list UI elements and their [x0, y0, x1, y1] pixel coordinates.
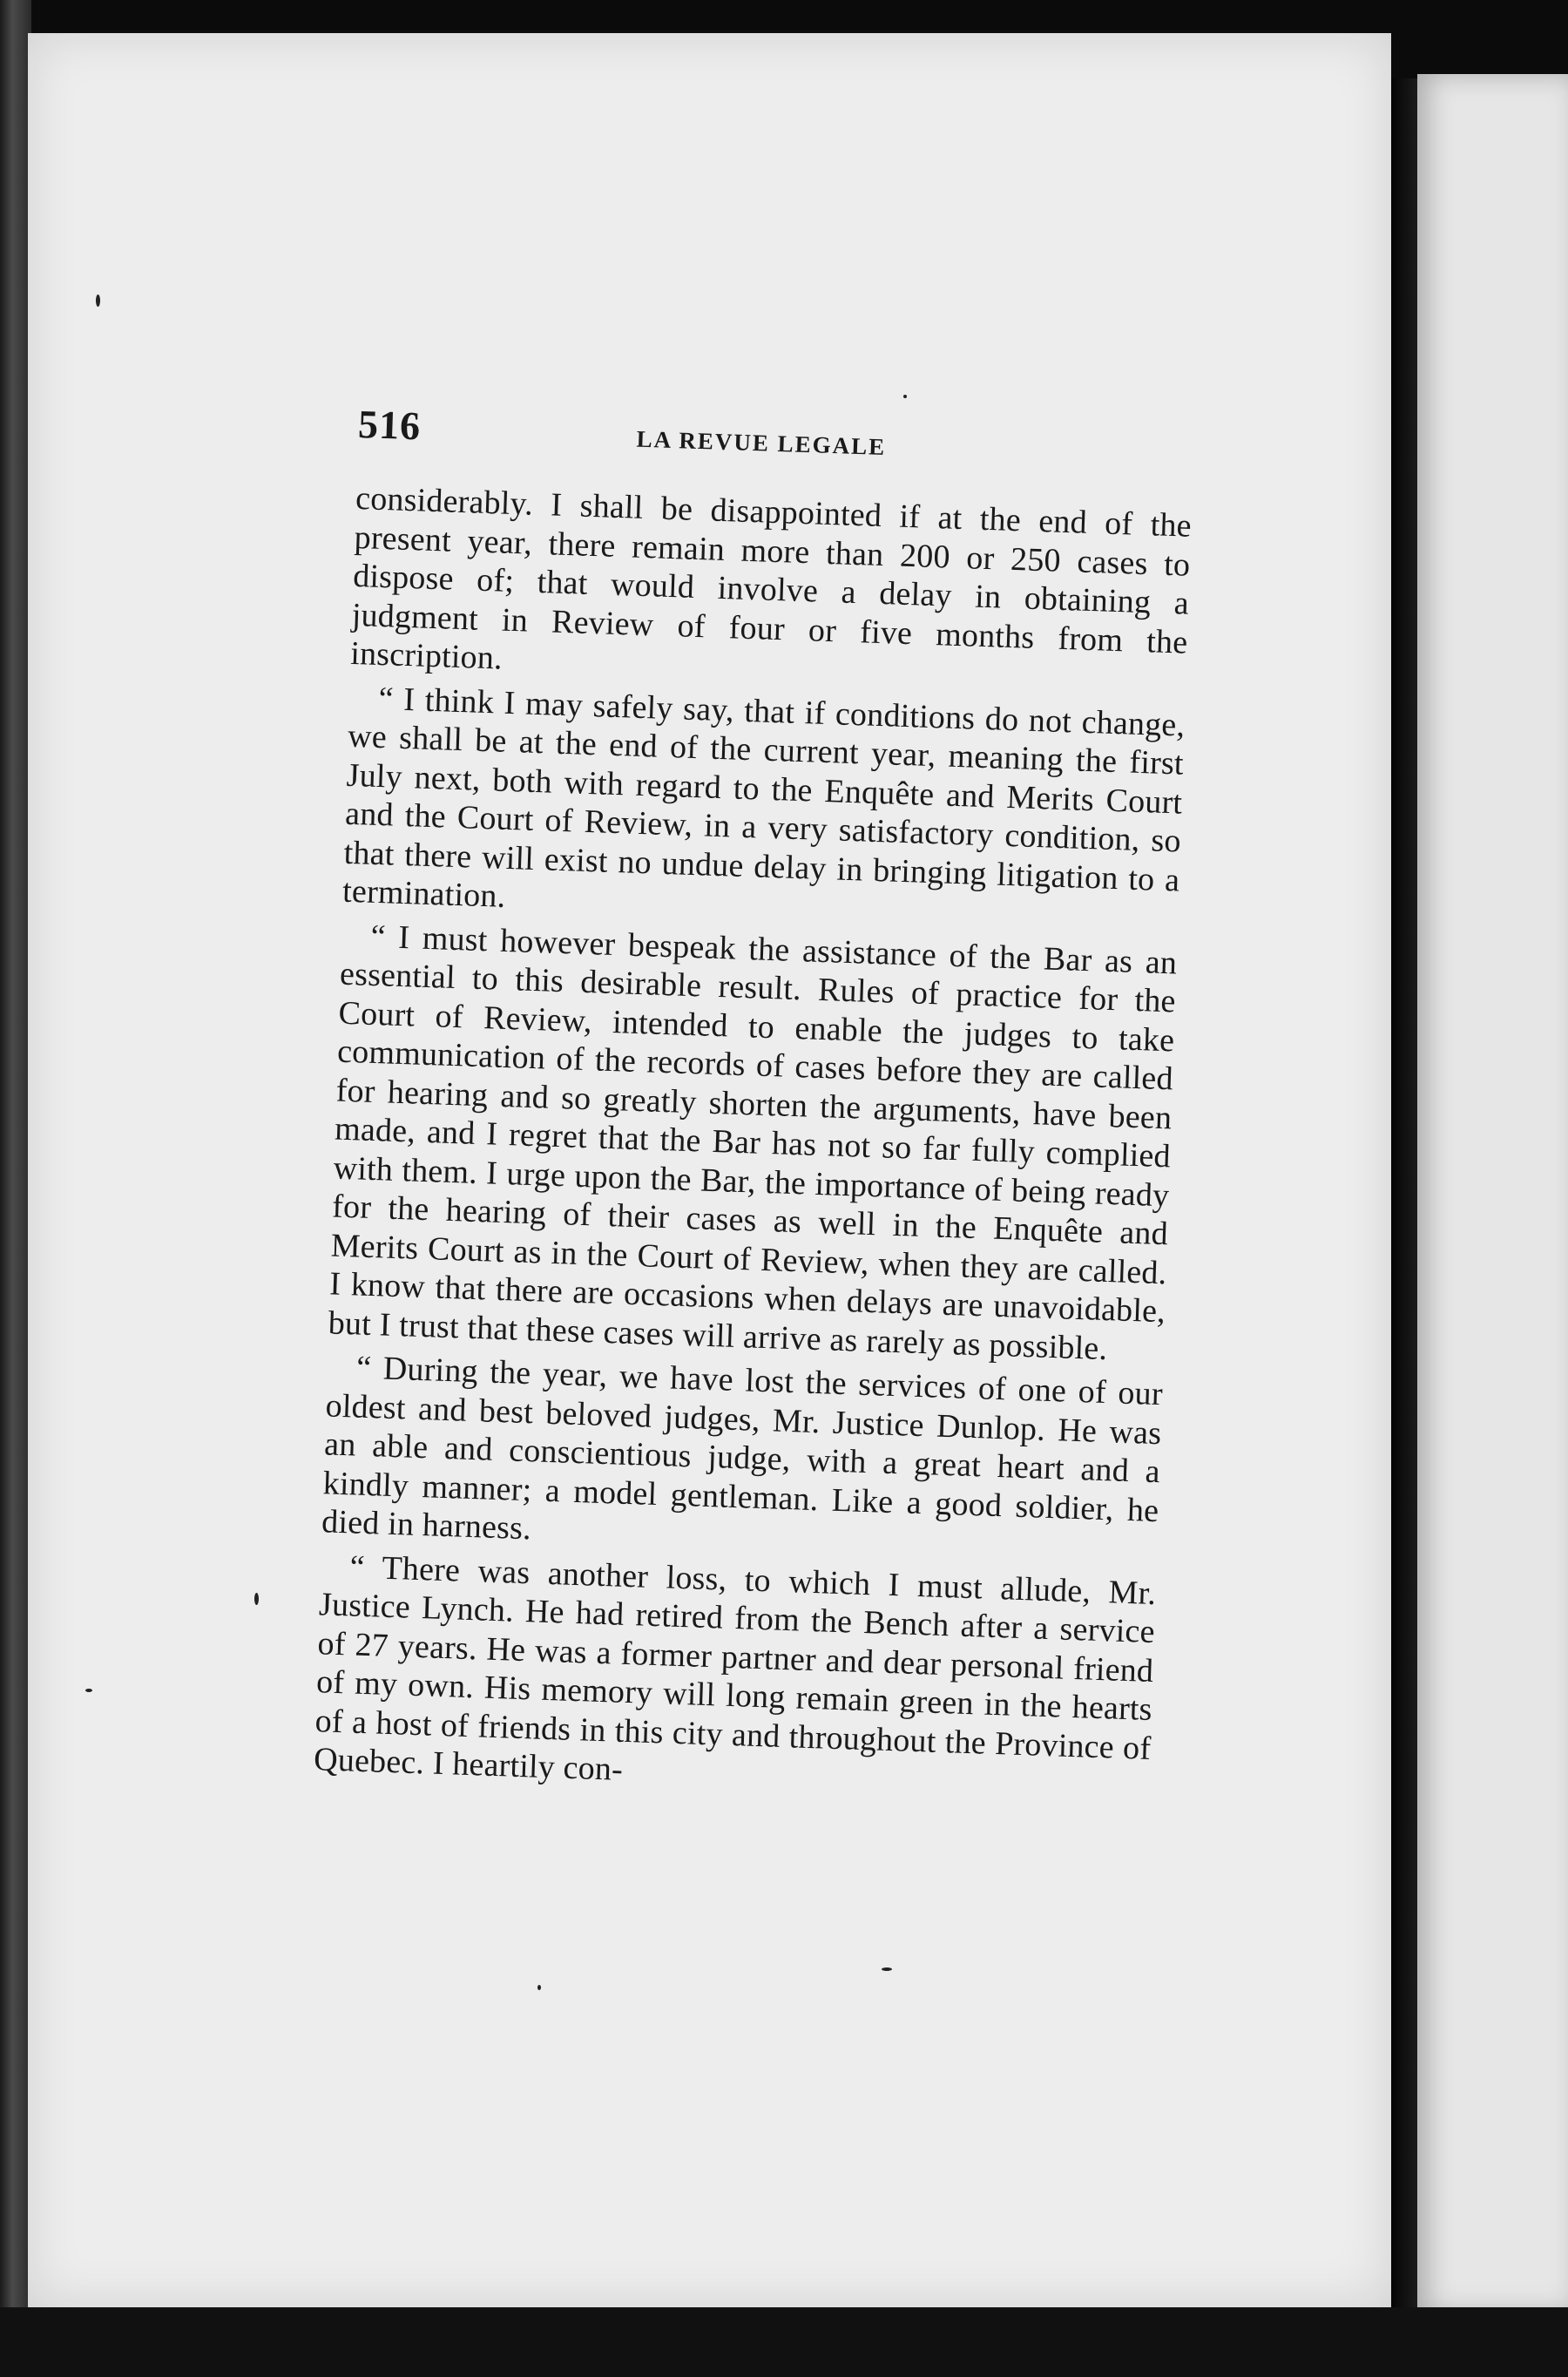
scan-speck — [903, 395, 907, 398]
paragraph-justice-lynch: “ There was another loss, to which I must allude, Mr. Justice Lynch. He had retired from the Bench after a service of 27 years. He was a former partner and dear personal friend of my own. His memory will long remain green in the hearts of a host of friends in this city and throughout the Province of Quebec. I heartily con- — [313, 1547, 1157, 1788]
paragraph-conditions: “ I think I may safely say, that if conditions do not change, we shall be at the end of the current year, meaning the first July next, both with regard to the Enquête and Merits Court and the Court of Review, in a very satisfactory condition, so that there will exist no undue delay in bringing litigation to a termination. — [341, 680, 1186, 915]
book-bottom-edge — [0, 2307, 1568, 2377]
scan-speck — [537, 1985, 541, 1990]
body-text — [314, 479, 1193, 1807]
scan-speck — [254, 1593, 259, 1605]
running-head: LA REVUE LEGALE — [636, 425, 887, 461]
page-number: 516 — [357, 401, 422, 449]
scan-speck — [85, 1689, 92, 1692]
book-gutter — [1391, 78, 1417, 2309]
book-left-edge — [0, 0, 31, 2377]
paragraph-continued: considerably. I shall be disappointed if at the end of the present year, there remain more than 200 or 250 cases to dispose of; that would involve a delay in obtaining a judgment in Review of four or five months from the inscription. — [349, 479, 1193, 677]
page-content — [314, 401, 1195, 1806]
scan-speck — [96, 295, 100, 307]
facing-page-edge — [1417, 74, 1568, 2313]
scan-speck — [882, 1967, 892, 1971]
paragraph-justice-dunlop: “ During the year, we have lost the services of one of our oldest and best beloved judges, Mr. Justice Dunlop. He was an able and conscientious judge, with a great heart and a kindly manner; a model gentleman. Like a good soldier, he died in harness. — [321, 1349, 1164, 1547]
paragraph-bar-assistance: “ I must however bespeak the assistance of the Bar as an essential to this desirable result. Rules of practice for the Court of Review, intended to enable the judges to take communication of the records of cases before they are called for hearing and so greatly shorten the arguments, have been made, and I regret that the Bar has not so far fully complied with them. I urge upon the Bar, the importance of being ready for the hearing of their cases as well in the Enquête and Merits Court as in the Court of Review, when they are called. I know that there are occasions when delays are unavoidable, but I trust that these cases will arrive as rarely as possible. — [328, 918, 1178, 1367]
